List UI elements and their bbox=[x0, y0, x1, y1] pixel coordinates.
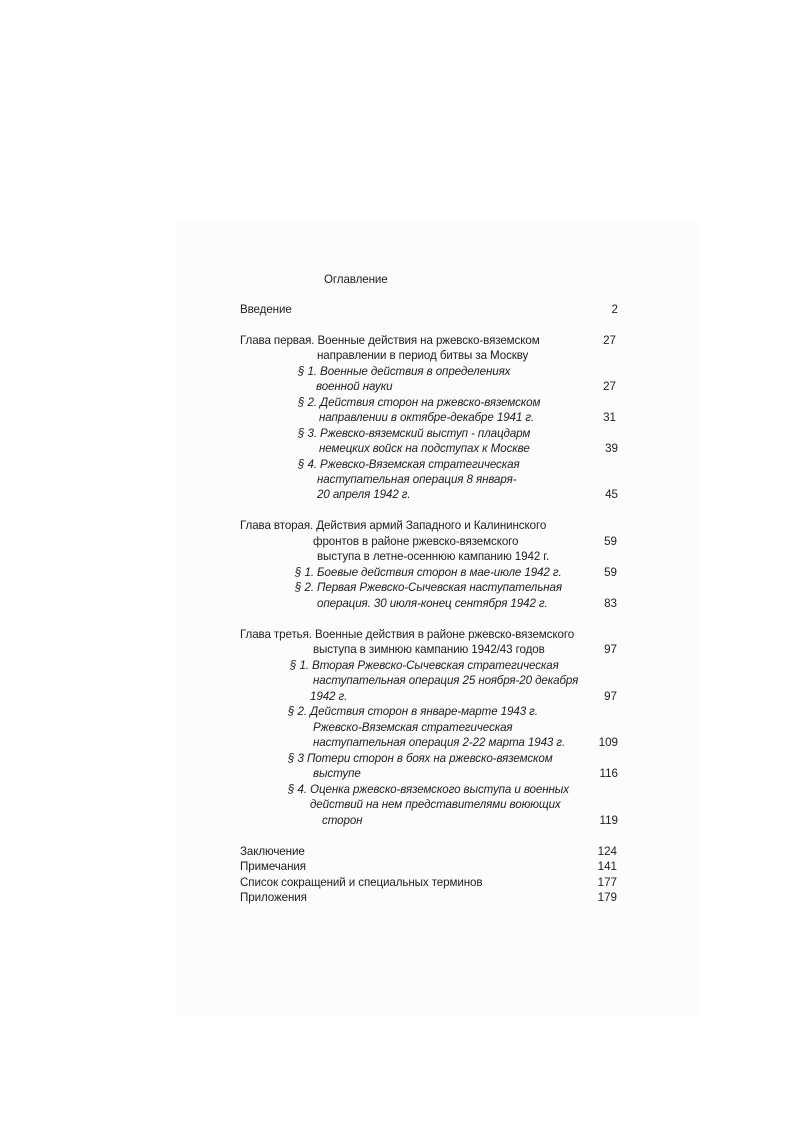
page-number: 109 bbox=[598, 736, 618, 749]
page-number: 141 bbox=[597, 860, 617, 873]
toc-entry-2-1[interactable]: § 1. Боевые действия сторон в мае-июле 1942 г. bbox=[295, 566, 562, 579]
toc-entry-notes[interactable]: Примечания bbox=[240, 860, 306, 873]
toc-entry-1-1-cont: военной науки bbox=[316, 380, 393, 393]
page-number: 116 bbox=[599, 767, 618, 780]
page-number: 177 bbox=[597, 876, 617, 889]
toc-entry-3-4[interactable]: § 4. Оценка ржевско-вяземского выступа и военных bbox=[288, 783, 569, 796]
toc-entry-3-2-cont: наступательная операция 2-22 марта 1943 г. bbox=[313, 736, 566, 749]
toc-entry-3-1[interactable]: § 1. Вторая Ржевско-Сычевская стратегическая bbox=[290, 659, 559, 672]
toc-entry-chapter-1[interactable]: Глава первая. Военные действия на ржевско-вяземском bbox=[240, 334, 540, 347]
toc-entry-1-3[interactable]: § 3. Ржевско-вяземский выступ - плацдарм bbox=[298, 427, 531, 440]
toc-entry-1-1[interactable]: § 1. Военные действия в определениях bbox=[298, 365, 511, 378]
toc-entry-3-2[interactable]: § 2. Действия сторон в январе-марте 1943 г. bbox=[288, 705, 538, 718]
page-number: 124 bbox=[597, 845, 617, 858]
page-number: 119 bbox=[599, 814, 618, 827]
toc-entry-chapter-2-cont: выступа в летне-осеннюю кампанию 1942 г. bbox=[317, 550, 550, 563]
toc-entry-appendices[interactable]: Приложения bbox=[240, 891, 307, 904]
toc-entry-2-2[interactable]: § 2. Первая Ржевско-Сычевская наступательная bbox=[295, 581, 562, 594]
toc-entry-1-2[interactable]: § 2. Действия сторон на ржевско-вяземском bbox=[298, 396, 541, 409]
toc-entry-intro[interactable]: Введение bbox=[240, 303, 292, 316]
toc-entry-1-4-cont: наступательная операция 8 января- bbox=[317, 473, 517, 486]
toc-entry-conclusion[interactable]: Заключение bbox=[240, 845, 305, 858]
toc-entry-3-4-cont: действий на нем представителями воюющих bbox=[310, 798, 561, 811]
page-number: 59 bbox=[604, 535, 617, 548]
page-number: 39 bbox=[605, 442, 618, 455]
toc-entry-chapter-1-cont: направлении в период битвы за Москву bbox=[317, 349, 529, 362]
toc-entry-3-1-cont: 1942 г. bbox=[310, 690, 348, 703]
page-number: 97 bbox=[604, 690, 617, 703]
toc-entry-chapter-3[interactable]: Глава третья. Военные действия в районе ржевско-вяземского bbox=[240, 628, 575, 641]
toc-entry-3-2-cont: Ржевско-Вяземская стратегическая bbox=[313, 721, 513, 734]
page-number: 45 bbox=[605, 488, 618, 501]
toc-entry-chapter-2[interactable]: Глава вторая. Действия армий Западного и Калининского bbox=[240, 519, 547, 532]
toc-entry-chapter-2-cont: фронтов в районе ржевско-вяземского bbox=[313, 535, 519, 548]
page-number: 2 bbox=[611, 303, 618, 316]
page-number: 83 bbox=[604, 597, 617, 610]
toc-entry-1-4-cont: 20 апреля 1942 г. bbox=[317, 488, 411, 501]
page-number: 27 bbox=[603, 380, 616, 393]
page-number: 31 bbox=[603, 411, 616, 424]
page-number: 179 bbox=[597, 891, 617, 904]
toc-entry-3-1-cont: наступательная операция 25 ноября-20 декабря bbox=[313, 674, 579, 687]
toc-entry-1-3-cont: немецких войск на подступах к Москве bbox=[319, 442, 530, 455]
page-number: 59 bbox=[604, 566, 617, 579]
page-number: 97 bbox=[604, 643, 617, 656]
page-number: 27 bbox=[603, 334, 616, 347]
toc-entry-3-3[interactable]: § 3 Потери сторон в боях на ржевско-вяземском bbox=[288, 752, 553, 765]
toc-entry-abbreviations[interactable]: Список сокращений и специальных терминов bbox=[240, 876, 483, 889]
toc-entry-3-4-cont: сторон bbox=[322, 814, 363, 827]
toc-entry-3-3-cont: выступе bbox=[313, 767, 361, 780]
toc-title: Оглавление bbox=[324, 273, 388, 286]
toc-entry-1-2-cont: направлении в октябре-декабре 1941 г. bbox=[319, 411, 535, 424]
toc-entry-2-2-cont: операция. 30 июля-конец сентября 1942 г. bbox=[317, 597, 548, 610]
toc-entry-chapter-3-cont: выступа в зимнюю кампанию 1942/43 годов bbox=[313, 643, 545, 656]
toc-entry-1-4[interactable]: § 4. Ржевско-Вяземская стратегическая bbox=[298, 458, 520, 471]
